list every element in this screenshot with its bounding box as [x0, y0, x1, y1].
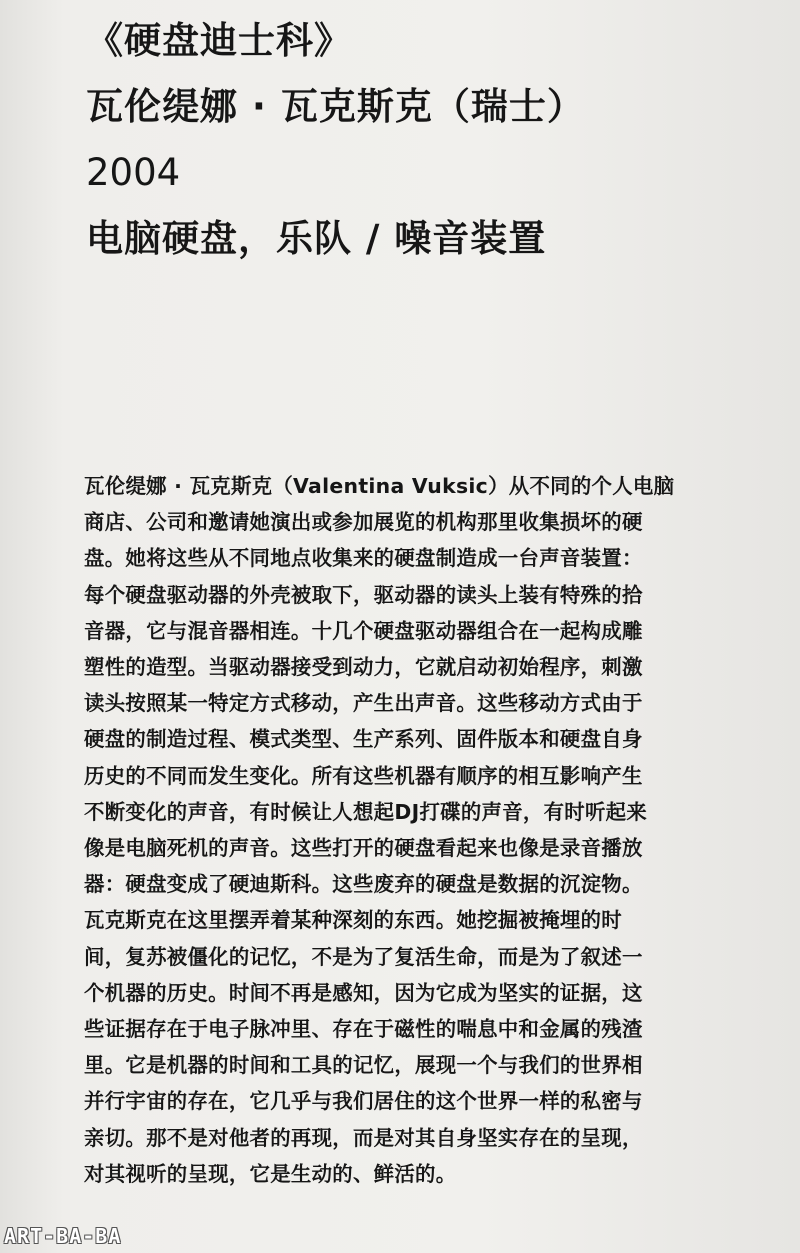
description-line: 商店、公司和邀请她演出或参加展览的机构那里收集损坏的硬 [84, 510, 643, 535]
description-line: 些证据存在于电子脉冲里、存在于磁性的喘息中和金属的残渣 [84, 1017, 643, 1042]
description-line: 瓦伦缇娜 · 瓦克斯克（Valentina Vuksic）从不同的个人电脑 [84, 474, 675, 498]
description-line: 器：硬盘变成了硬迪斯科。这些废弃的硬盘是数据的沉淀物。 [84, 872, 643, 897]
description-line: 里。它是机器的时间和工具的记忆，展现一个与我们的世界相 [84, 1053, 643, 1078]
description-line: 硬盘的制造过程、模式类型、生产系列、固件版本和硬盘自身 [84, 727, 643, 752]
description-line: 瓦克斯克在这里摆弄着某种深刻的东西。她挖掘被掩埋的时 [84, 908, 622, 933]
description-line: 音器，它与混音器相连。十几个硬盘驱动器组合在一起构成雕 [84, 618, 643, 643]
artwork-year: 2004 [86, 151, 181, 194]
description-line: 并行宇宙的存在，它几乎与我们居住的这个世界一样的私密与 [84, 1089, 643, 1114]
description-line: 对其视听的呈现，它是生动的、鲜活的。 [84, 1161, 457, 1186]
artwork-description [84, 468, 784, 1192]
label-heading [86, 8, 776, 272]
description-line: 每个硬盘驱动器的外壳被取下，驱动器的读头上装有特殊的拾 [84, 582, 643, 607]
description-line: 历史的不同而发生变化。所有这些机器有顺序的相互影响产生 [84, 763, 643, 788]
description-line: 盘。她将这些从不同地点收集来的硬盘制造成一台声音装置： [84, 546, 643, 571]
description-line: 间，复苏被僵化的记忆，不是为了复活生命，而是为了叙述一 [84, 944, 643, 969]
description-line: 亲切。那不是对他者的再现，而是对其自身坚实存在的呈现， [84, 1125, 643, 1150]
artwork-title: 《硬盘迪士科》 [86, 19, 352, 62]
description-line: 像是电脑死机的声音。这些打开的硬盘看起来也像是录音播放 [84, 836, 643, 861]
description-line: 塑性的造型。当驱动器接受到动力，它就启动初始程序，刺激 [84, 655, 643, 680]
artwork-medium: 电脑硬盘，乐队 / 噪音装置 [86, 217, 547, 260]
artist-name: 瓦伦缇娜 · 瓦克斯克（瑞士） [86, 85, 585, 128]
description-line: 个机器的历史。时间不再是感知，因为它成为坚实的证据，这 [84, 980, 643, 1005]
description-line: 不断变化的声音，有时候让人想起DJ打碟的声音，有时听起来 [84, 799, 648, 824]
description-line: 读头按照某一特定方式移动，产生出声音。这些移动方式由于 [84, 691, 643, 716]
watermark-text: ART-BA-BA [4, 1224, 122, 1248]
